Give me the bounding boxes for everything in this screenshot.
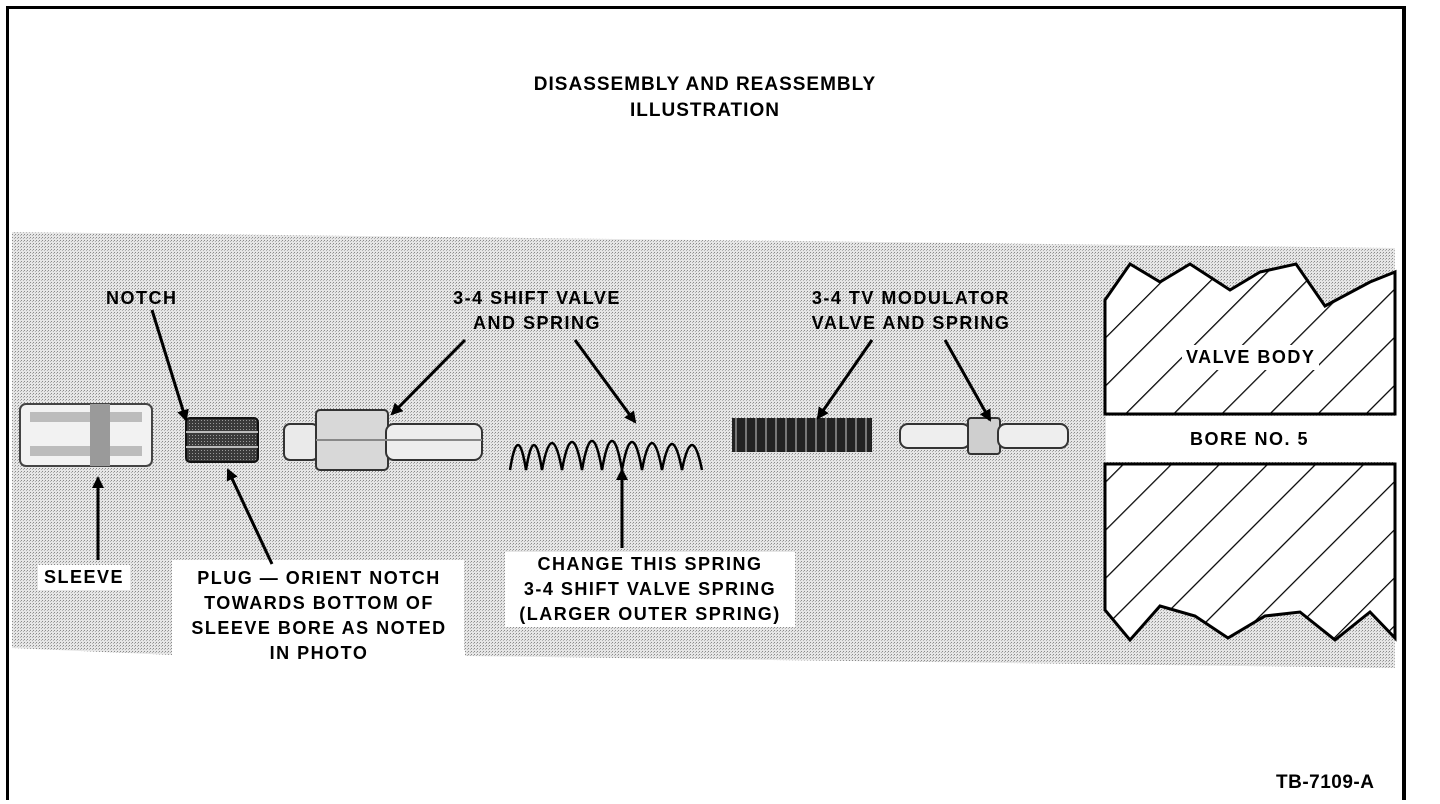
change-spring-label xyxy=(505,552,795,627)
tv-modulator-label-line-1: 3-4 TV MODULATOR xyxy=(811,288,1011,308)
change-spring-label-line-1: CHANGE THIS SPRING xyxy=(537,554,763,574)
notch-label: NOTCH xyxy=(106,288,178,308)
shift-valve-label-line-1: 3-4 SHIFT VALVE xyxy=(453,288,621,308)
plug-label-line-1: PLUG — ORIENT NOTCH xyxy=(197,568,441,588)
tv-modulator-label-line-2: VALVE AND SPRING xyxy=(811,313,1011,333)
bore-label: BORE NO. 5 xyxy=(1190,429,1310,449)
sleeve-label: SLEEVE xyxy=(38,565,130,590)
change-spring-label-line-3: (LARGER OUTER SPRING) xyxy=(519,604,781,624)
sleeve-part xyxy=(20,404,152,466)
valve-body-label: VALVE BODY xyxy=(1182,345,1319,370)
modulator-valve-part xyxy=(900,418,1068,454)
plug-label xyxy=(176,566,462,666)
shift-valve-label xyxy=(420,286,654,336)
shift-valve-label-line-2: AND SPRING xyxy=(472,313,601,333)
plug-part xyxy=(186,418,258,462)
title-line-1: DISASSEMBLY AND REASSEMBLY xyxy=(533,74,877,95)
tv-modulator-label xyxy=(786,286,1036,336)
figure-reference: TB-7109-A xyxy=(1276,772,1375,793)
title-line-2: ILLUSTRATION xyxy=(630,100,780,121)
valve-body-lower-section xyxy=(1105,464,1395,640)
change-spring-label-line-2: 3-4 SHIFT VALVE SPRING xyxy=(523,579,777,599)
plug-label-line-3: SLEEVE BORE AS NOTED xyxy=(191,618,447,638)
small-spring-part xyxy=(732,418,872,452)
plug-label-line-2: TOWARDS BOTTOM OF xyxy=(204,593,434,613)
plug-label-line-4: IN PHOTO xyxy=(269,643,369,663)
